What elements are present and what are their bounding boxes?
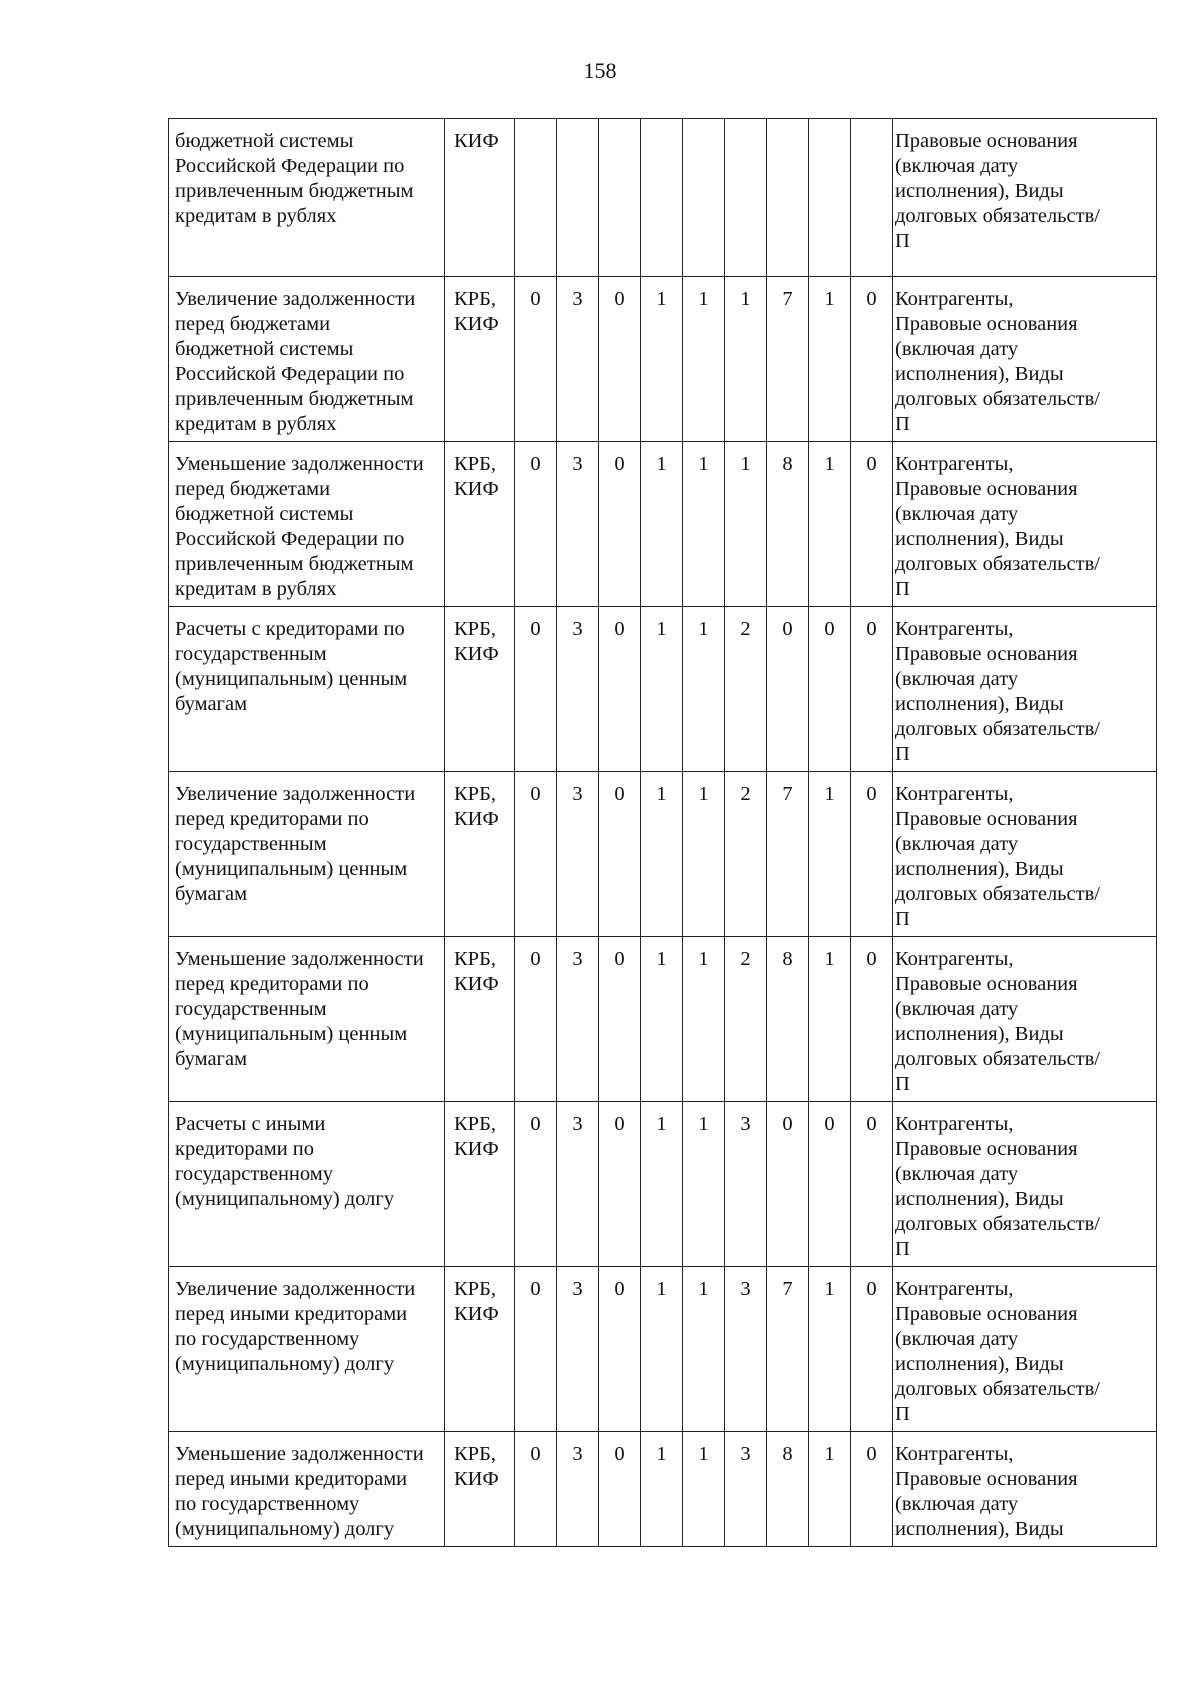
account-digit-cell: 7 xyxy=(767,277,809,442)
analytics-note-cell xyxy=(893,442,1157,607)
table-row xyxy=(169,937,1157,1102)
analytics-note-cell xyxy=(893,772,1157,937)
account-digit-cell: 0 xyxy=(515,1267,557,1432)
classifier-code-line: КРБ, xyxy=(454,1443,496,1465)
account-digit-cell xyxy=(557,119,599,277)
analytics-note-cell xyxy=(893,1267,1157,1432)
analytics-note-line: (включая дату xyxy=(895,1493,1019,1515)
classifier-code-line: КИФ xyxy=(454,1468,499,1490)
account-digit-cell xyxy=(725,119,767,277)
account-description-line: бумагам xyxy=(175,693,248,715)
classifier-code-cell xyxy=(445,1267,515,1432)
analytics-note-line: Правовые основания xyxy=(895,808,1078,830)
account-digit-cell: 3 xyxy=(557,607,599,772)
classifier-code-cell xyxy=(445,607,515,772)
classifier-code-cell xyxy=(445,937,515,1102)
account-digit-cell: 0 xyxy=(851,277,893,442)
classifier-code-line: КРБ, xyxy=(454,1113,496,1135)
account-digit-cell: 0 xyxy=(599,772,641,937)
analytics-note-line: П xyxy=(895,1073,910,1095)
account-digit-cell xyxy=(599,119,641,277)
account-description-line: бумагам xyxy=(175,883,248,905)
account-description-line: государственным xyxy=(175,833,327,855)
analytics-note-line: (включая дату xyxy=(895,668,1019,690)
account-digit-cell: 2 xyxy=(725,937,767,1102)
analytics-note-line: Контрагенты, xyxy=(895,1113,1014,1135)
account-description-line: Уменьшение задолженности xyxy=(175,453,424,475)
account-digit-cell: 1 xyxy=(683,1102,725,1267)
account-digit-cell: 3 xyxy=(557,772,599,937)
classifier-code-line: КИФ xyxy=(454,973,499,995)
account-digit-cell: 1 xyxy=(683,1267,725,1432)
account-digit-cell: 0 xyxy=(767,607,809,772)
account-digit-cell: 0 xyxy=(515,772,557,937)
analytics-note-line: П xyxy=(895,413,910,435)
accounts-table xyxy=(168,118,1157,1547)
classifier-code-line: КИФ xyxy=(454,478,499,500)
analytics-note-cell xyxy=(893,1432,1157,1547)
table-row xyxy=(169,442,1157,607)
account-description-cell xyxy=(169,442,445,607)
account-digit-cell: 0 xyxy=(515,607,557,772)
account-description-line: бюджетной системы xyxy=(175,503,354,525)
analytics-note-line: долговых обязательств/ xyxy=(895,718,1100,740)
account-description-line: (муниципальным) ценным xyxy=(175,668,408,690)
table-row xyxy=(169,607,1157,772)
account-description-cell xyxy=(169,937,445,1102)
analytics-note-line: Контрагенты, xyxy=(895,1278,1014,1300)
analytics-note-line: Контрагенты, xyxy=(895,948,1014,970)
table-row xyxy=(169,1267,1157,1432)
account-digit-cell: 1 xyxy=(725,277,767,442)
analytics-note-line: (включая дату xyxy=(895,1328,1019,1350)
account-digit-cell xyxy=(641,119,683,277)
account-description-line: привлеченным бюджетным xyxy=(175,180,414,202)
account-digit-cell: 8 xyxy=(767,1432,809,1547)
analytics-note-cell xyxy=(893,1102,1157,1267)
analytics-note-line: исполнения), Виды xyxy=(895,363,1064,385)
account-digit-cell: 0 xyxy=(599,1267,641,1432)
account-digit-cell: 1 xyxy=(641,937,683,1102)
account-digit-cell: 3 xyxy=(557,1267,599,1432)
account-digit-cell: 0 xyxy=(851,1102,893,1267)
account-description-line: Российской Федерации по xyxy=(175,363,405,385)
account-digit-cell xyxy=(851,119,893,277)
account-digit-cell: 1 xyxy=(641,1102,683,1267)
account-description-line: кредиторами по xyxy=(175,1138,315,1160)
analytics-note-line: исполнения), Виды xyxy=(895,858,1064,880)
account-digit-cell: 0 xyxy=(809,1102,851,1267)
analytics-note-line: П xyxy=(895,1403,910,1425)
classifier-code-line: КИФ xyxy=(454,1303,499,1325)
analytics-note-line: долговых обязательств/ xyxy=(895,1048,1100,1070)
analytics-note-line: П xyxy=(895,230,910,252)
analytics-note-line: долговых обязательств/ xyxy=(895,553,1100,575)
account-digit-cell: 2 xyxy=(725,607,767,772)
account-digit-cell: 2 xyxy=(725,772,767,937)
account-description-line: (муниципальным) ценным xyxy=(175,1023,408,1045)
account-digit-cell: 0 xyxy=(851,1432,893,1547)
analytics-note-line: Правовые основания xyxy=(895,1138,1078,1160)
account-description-line: по государственному xyxy=(175,1328,360,1350)
classifier-code-line: КИФ xyxy=(454,643,499,665)
analytics-note-line: (включая дату xyxy=(895,503,1019,525)
classifier-code-cell xyxy=(445,442,515,607)
account-description-line: Уменьшение задолженности xyxy=(175,948,424,970)
account-description-line: привлеченным бюджетным xyxy=(175,553,414,575)
account-digit-cell xyxy=(683,119,725,277)
analytics-note-line: Правовые основания xyxy=(895,130,1078,152)
classifier-code-line: КИФ xyxy=(454,130,499,152)
account-description-cell xyxy=(169,119,445,277)
account-digit-cell: 1 xyxy=(641,1432,683,1547)
account-description-cell xyxy=(169,772,445,937)
account-digit-cell: 0 xyxy=(515,1432,557,1547)
account-description-cell xyxy=(169,1432,445,1547)
table-row xyxy=(169,1432,1157,1547)
account-description-line: перед кредиторами по xyxy=(175,973,369,995)
account-digit-cell: 1 xyxy=(725,442,767,607)
analytics-note-line: исполнения), Виды xyxy=(895,1023,1064,1045)
analytics-note-cell xyxy=(893,607,1157,772)
analytics-note-line: П xyxy=(895,908,910,930)
account-description-line: перед кредиторами по xyxy=(175,808,369,830)
account-description-cell xyxy=(169,1267,445,1432)
analytics-note-line: (включая дату xyxy=(895,833,1019,855)
analytics-note-cell xyxy=(893,119,1157,277)
account-description-line: Увеличение задолженности xyxy=(175,783,416,805)
account-description-line: (муниципальному) долгу xyxy=(175,1188,395,1210)
account-description-line: Российской Федерации по xyxy=(175,528,405,550)
classifier-code-cell xyxy=(445,119,515,277)
classifier-code-line: КИФ xyxy=(454,313,499,335)
account-description-line: государственному xyxy=(175,1163,333,1185)
account-digit-cell: 3 xyxy=(557,1432,599,1547)
classifier-code-cell xyxy=(445,277,515,442)
analytics-note-line: Контрагенты, xyxy=(895,618,1014,640)
account-description-line: Российской Федерации по xyxy=(175,155,405,177)
table-row xyxy=(169,1102,1157,1267)
analytics-note-line: исполнения), Виды xyxy=(895,693,1064,715)
analytics-note-cell xyxy=(893,937,1157,1102)
analytics-note-line: Контрагенты, xyxy=(895,1443,1014,1465)
account-digit-cell: 1 xyxy=(809,1267,851,1432)
account-digit-cell xyxy=(809,119,851,277)
account-digit-cell: 1 xyxy=(641,442,683,607)
account-digit-cell: 1 xyxy=(641,772,683,937)
account-digit-cell: 0 xyxy=(767,1102,809,1267)
account-digit-cell: 0 xyxy=(599,937,641,1102)
account-description-line: Уменьшение задолженности xyxy=(175,1443,424,1465)
account-digit-cell xyxy=(767,119,809,277)
classifier-code-line: КРБ, xyxy=(454,1278,496,1300)
account-description-line: перед иными кредиторами xyxy=(175,1303,408,1325)
analytics-note-line: долговых обязательств/ xyxy=(895,388,1100,410)
classifier-code-line: КРБ, xyxy=(454,948,496,970)
account-digit-cell: 0 xyxy=(599,1432,641,1547)
account-description-line: кредитам в рублях xyxy=(175,578,337,600)
account-digit-cell: 0 xyxy=(851,937,893,1102)
analytics-note-line: П xyxy=(895,578,910,600)
analytics-note-line: исполнения), Виды xyxy=(895,1188,1064,1210)
analytics-note-line: Правовые основания xyxy=(895,973,1078,995)
classifier-code-line: КРБ, xyxy=(454,618,496,640)
account-digit-cell: 0 xyxy=(515,937,557,1102)
account-digit-cell: 1 xyxy=(641,1267,683,1432)
account-digit-cell: 3 xyxy=(557,442,599,607)
account-description-line: государственным xyxy=(175,643,327,665)
account-description-line: Расчеты с иными xyxy=(175,1113,326,1135)
account-description-line: бюджетной системы xyxy=(175,338,354,360)
analytics-note-line: Правовые основания xyxy=(895,313,1078,335)
analytics-note-line: долговых обязательств/ xyxy=(895,1213,1100,1235)
analytics-note-line: Контрагенты, xyxy=(895,453,1014,475)
analytics-note-cell xyxy=(893,277,1157,442)
table-row xyxy=(169,772,1157,937)
accounts-table-body xyxy=(169,119,1157,1547)
account-digit-cell: 0 xyxy=(851,607,893,772)
account-digit-cell: 1 xyxy=(809,772,851,937)
account-digit-cell: 0 xyxy=(851,772,893,937)
account-digit-cell: 0 xyxy=(599,607,641,772)
analytics-note-line: Правовые основания xyxy=(895,478,1078,500)
account-description-cell xyxy=(169,1102,445,1267)
analytics-note-line: (включая дату xyxy=(895,998,1019,1020)
classifier-code-cell xyxy=(445,1432,515,1547)
analytics-note-line: (включая дату xyxy=(895,1163,1019,1185)
analytics-note-line: (включая дату xyxy=(895,338,1019,360)
account-digit-cell: 0 xyxy=(809,607,851,772)
account-digit-cell: 0 xyxy=(851,442,893,607)
account-digit-cell: 1 xyxy=(683,937,725,1102)
account-description-line: перед иными кредиторами xyxy=(175,1468,408,1490)
account-digit-cell: 1 xyxy=(683,772,725,937)
account-description-line: Увеличение задолженности xyxy=(175,288,416,310)
account-description-line: перед бюджетами xyxy=(175,313,331,335)
account-digit-cell: 3 xyxy=(725,1432,767,1547)
analytics-note-line: исполнения), Виды xyxy=(895,1353,1064,1375)
account-digit-cell: 1 xyxy=(683,1432,725,1547)
account-description-line: бюджетной системы xyxy=(175,130,354,152)
account-description-line: перед бюджетами xyxy=(175,478,331,500)
classifier-code-line: КИФ xyxy=(454,808,499,830)
account-description-line: Расчеты с кредиторами по xyxy=(175,618,405,640)
account-description-line: (муниципальному) долгу xyxy=(175,1353,395,1375)
account-description-line: привлеченным бюджетным xyxy=(175,388,414,410)
analytics-note-line: исполнения), Виды xyxy=(895,180,1064,202)
account-digit-cell xyxy=(515,119,557,277)
analytics-note-line: долговых обязательств/ xyxy=(895,883,1100,905)
account-digit-cell: 1 xyxy=(683,442,725,607)
classifier-code-cell xyxy=(445,772,515,937)
account-description-line: государственным xyxy=(175,998,327,1020)
account-digit-cell: 3 xyxy=(557,277,599,442)
account-description-cell xyxy=(169,607,445,772)
account-digit-cell: 8 xyxy=(767,937,809,1102)
classifier-code-line: КРБ, xyxy=(454,453,496,475)
account-digit-cell: 3 xyxy=(557,1102,599,1267)
account-digit-cell: 0 xyxy=(515,442,557,607)
account-digit-cell: 1 xyxy=(809,937,851,1102)
account-digit-cell: 1 xyxy=(641,607,683,772)
account-digit-cell: 1 xyxy=(683,277,725,442)
page-number: 158 xyxy=(583,58,617,83)
analytics-note-line: Контрагенты, xyxy=(895,288,1014,310)
account-description-line: (муниципальному) долгу xyxy=(175,1518,395,1540)
analytics-note-line: П xyxy=(895,1238,910,1260)
account-digit-cell: 1 xyxy=(809,442,851,607)
analytics-note-line: Правовые основания xyxy=(895,1303,1078,1325)
analytics-note-line: исполнения), Виды xyxy=(895,528,1064,550)
account-description-line: кредитам в рублях xyxy=(175,413,337,435)
account-digit-cell: 0 xyxy=(515,1102,557,1267)
account-digit-cell: 3 xyxy=(725,1267,767,1432)
analytics-note-line: П xyxy=(895,743,910,765)
account-digit-cell: 1 xyxy=(683,607,725,772)
account-digit-cell: 0 xyxy=(851,1267,893,1432)
account-digit-cell: 0 xyxy=(515,277,557,442)
account-digit-cell: 0 xyxy=(599,277,641,442)
table-row xyxy=(169,119,1157,277)
classifier-code-line: КРБ, xyxy=(454,288,496,310)
analytics-note-line: долговых обязательств/ xyxy=(895,205,1100,227)
classifier-code-line: КИФ xyxy=(454,1138,499,1160)
account-description-line: (муниципальным) ценным xyxy=(175,858,408,880)
analytics-note-line: Правовые основания xyxy=(895,643,1078,665)
table-row xyxy=(169,277,1157,442)
classifier-code-line: КРБ, xyxy=(454,783,496,805)
account-description-line: кредитам в рублях xyxy=(175,205,337,227)
account-digit-cell: 7 xyxy=(767,772,809,937)
account-description-line: Увеличение задолженности xyxy=(175,1278,416,1300)
analytics-note-line: Правовые основания xyxy=(895,1468,1078,1490)
account-description-cell xyxy=(169,277,445,442)
account-digit-cell: 1 xyxy=(809,1432,851,1547)
account-digit-cell: 8 xyxy=(767,442,809,607)
account-digit-cell: 3 xyxy=(557,937,599,1102)
analytics-note-line: (включая дату xyxy=(895,155,1019,177)
account-digit-cell: 0 xyxy=(599,1102,641,1267)
account-description-line: бумагам xyxy=(175,1048,248,1070)
account-digit-cell: 1 xyxy=(809,277,851,442)
analytics-note-line: Контрагенты, xyxy=(895,783,1014,805)
account-description-line: по государственному xyxy=(175,1493,360,1515)
analytics-note-line: исполнения), Виды xyxy=(895,1518,1064,1540)
account-digit-cell: 1 xyxy=(641,277,683,442)
account-digit-cell: 7 xyxy=(767,1267,809,1432)
analytics-note-line: долговых обязательств/ xyxy=(895,1378,1100,1400)
account-digit-cell: 3 xyxy=(725,1102,767,1267)
classifier-code-cell xyxy=(445,1102,515,1267)
account-digit-cell: 0 xyxy=(599,442,641,607)
